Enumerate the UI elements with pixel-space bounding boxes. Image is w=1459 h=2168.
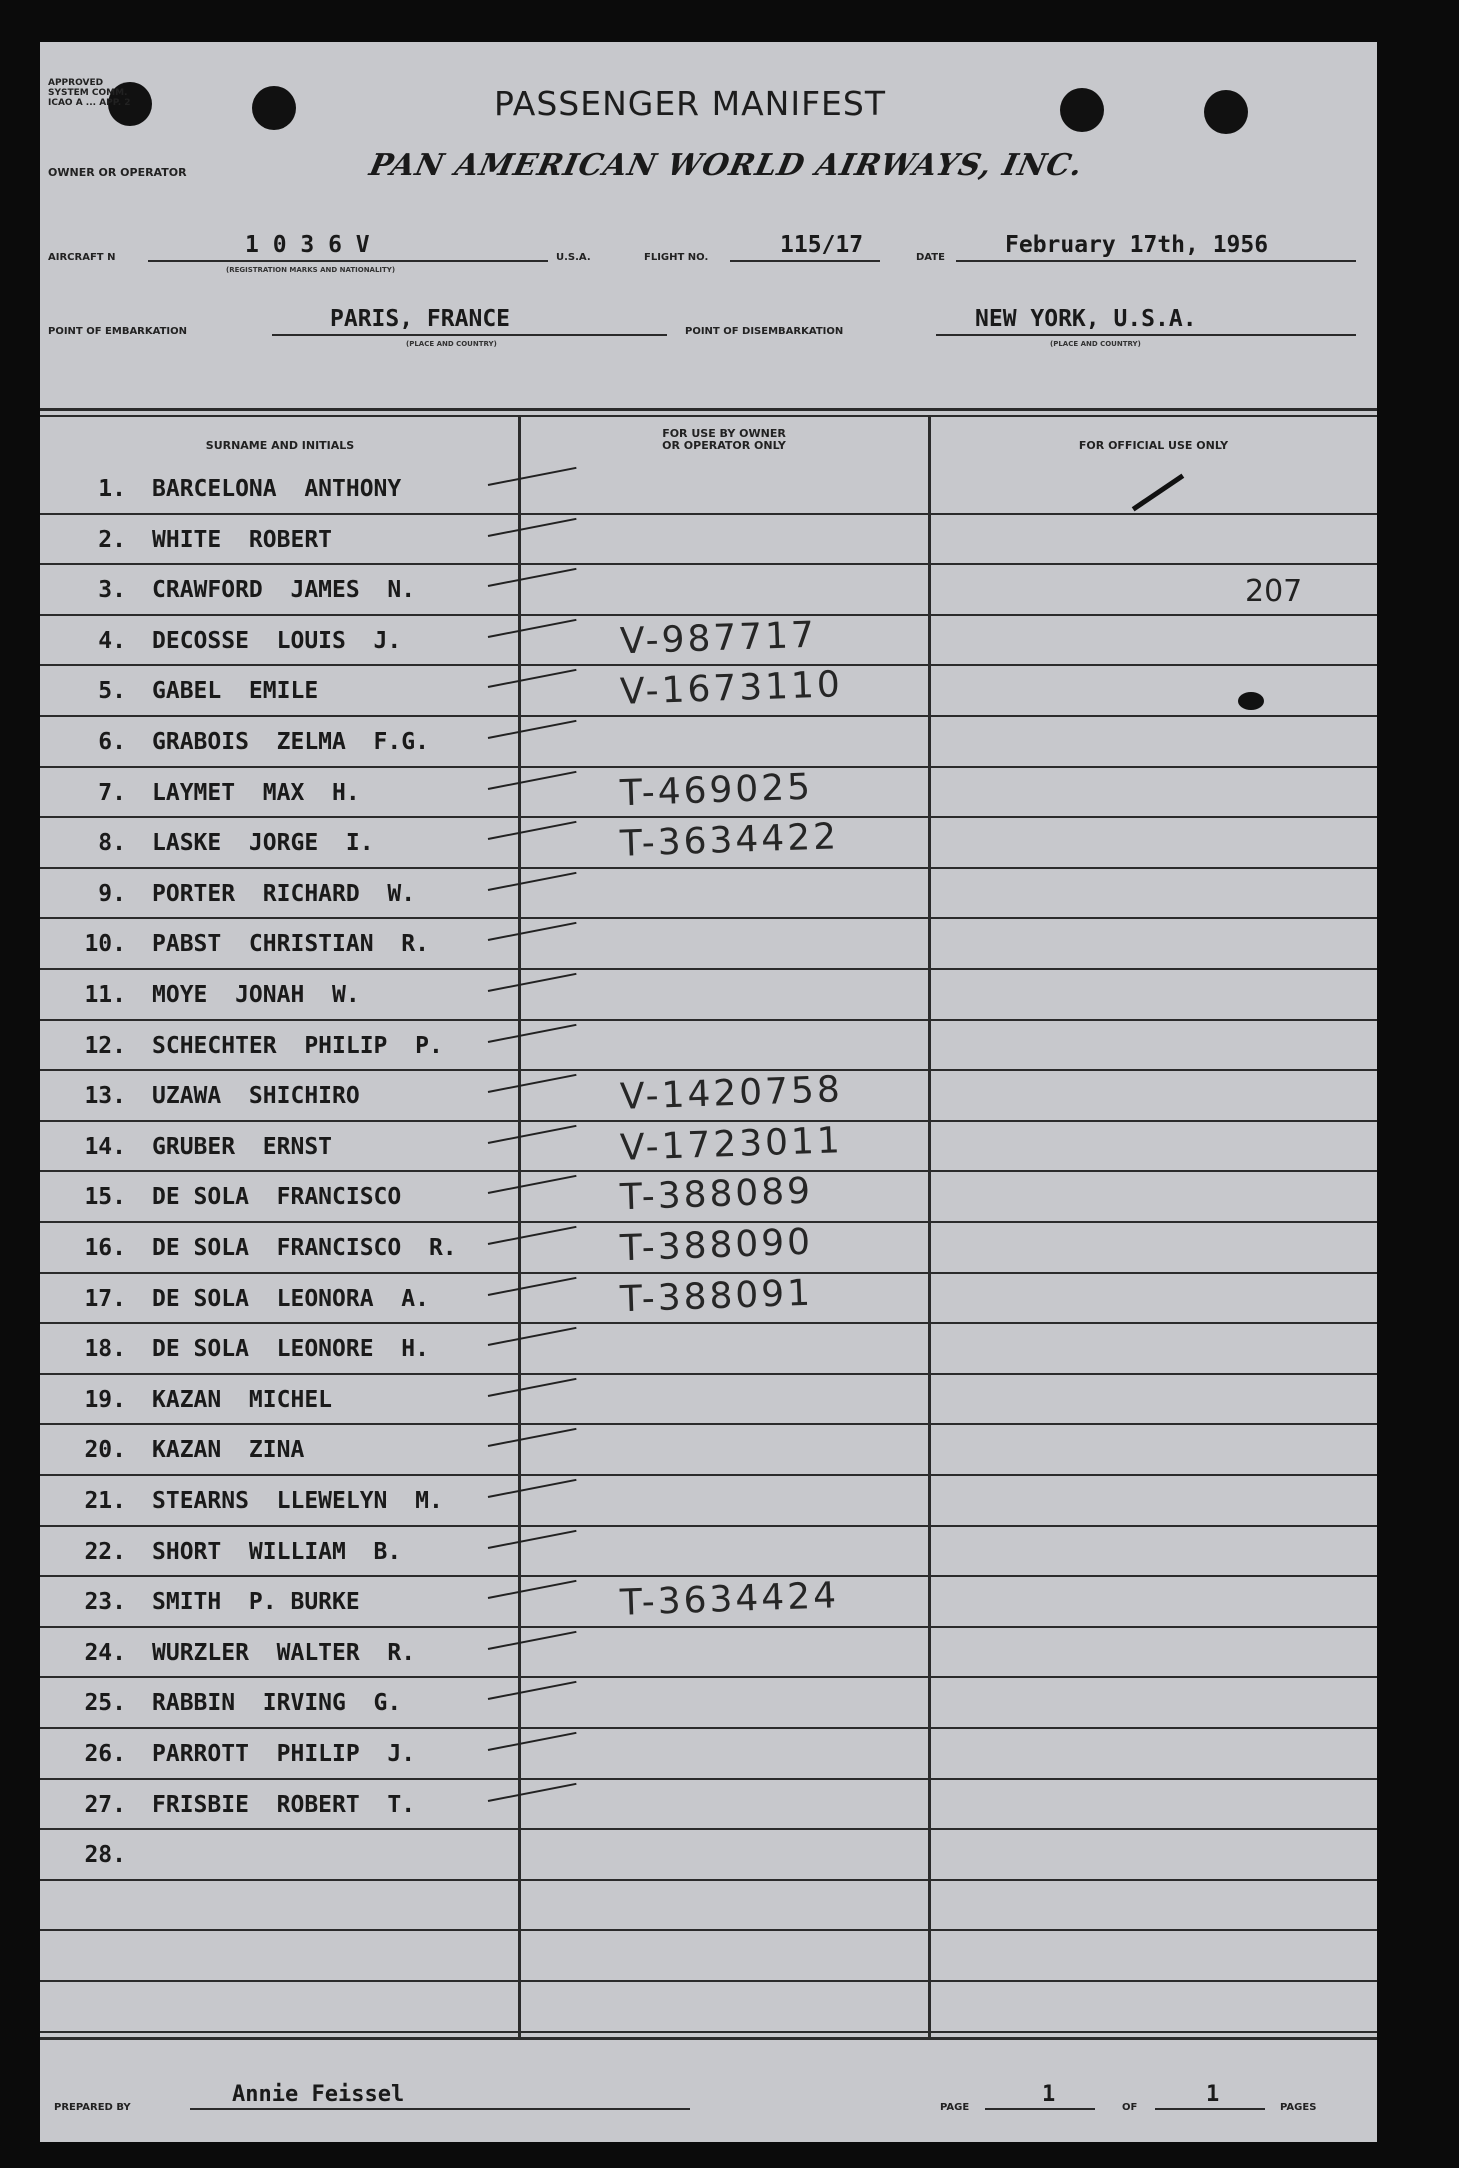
- row-number: 14.: [84, 1133, 126, 1160]
- owner-value: PAN AMERICAN WORLD AIRWAYS, INC.: [366, 148, 1087, 183]
- operator-note: T-469025: [619, 766, 814, 814]
- table-row: [40, 917, 1377, 967]
- passenger-name: SHORT WILLIAM B.: [152, 1538, 402, 1565]
- manifest-sheet: [40, 42, 1377, 2142]
- passenger-name: DE SOLA LEONORE H.: [152, 1336, 429, 1363]
- passenger-name: MOYE JONAH W.: [152, 982, 360, 1008]
- table-row: [40, 715, 1377, 765]
- date-value: February 17th, 1956: [1005, 232, 1269, 258]
- passenger-name: STEARNS LLEWELYN M.: [152, 1488, 443, 1514]
- row-number: 9.: [98, 880, 126, 907]
- date-label: DATE: [916, 252, 945, 263]
- operator-note: T-3634424: [619, 1575, 840, 1624]
- table-row: [40, 614, 1377, 664]
- table-row: [40, 1474, 1377, 1524]
- official-mark: 207: [1245, 574, 1303, 609]
- owner-use-column-header: FOR USE BY OWNER OR OPERATOR ONLY: [662, 427, 786, 452]
- operator-note: T-388090: [619, 1221, 814, 1270]
- passenger-name: DE SOLA FRANCISCO R.: [152, 1235, 457, 1261]
- row-number: 20.: [84, 1437, 126, 1464]
- punch-hole-icon: [252, 86, 296, 130]
- embarkation-sublabel: (PLACE AND COUNTRY): [406, 340, 497, 348]
- of-value: 1: [1206, 2082, 1220, 2107]
- passenger-name: DE SOLA FRANCISCO: [152, 1184, 402, 1211]
- operator-note: T-388091: [619, 1272, 814, 1320]
- table-row: [40, 513, 1377, 563]
- row-number: 4.: [98, 627, 126, 654]
- row-rule: [40, 1980, 1377, 1982]
- passenger-name: DECOSSE LOUIS J.: [152, 627, 402, 654]
- aircraft-sublabel: (REGISTRATION MARKS AND NATIONALITY): [226, 266, 396, 274]
- usa-label: U.S.A.: [556, 252, 591, 263]
- of-label: OF: [1122, 2102, 1138, 2113]
- approval-block: APPROVED SYSTEM COMM. ICAO A ... APP. 2: [48, 78, 131, 108]
- passenger-name: PORTER RICHARD W.: [152, 880, 416, 907]
- aircraft-value: 1 0 3 6 V: [245, 232, 370, 258]
- passenger-name: KAZAN ZINA: [152, 1437, 305, 1464]
- table-row: [40, 1423, 1377, 1473]
- aircraft-underline: [148, 260, 548, 262]
- table-row: [40, 1626, 1377, 1676]
- table-row: [40, 1120, 1377, 1170]
- row-number: 19.: [84, 1386, 126, 1413]
- passenger-name: GRABOIS ZELMA F.G.: [152, 729, 429, 755]
- row-number: 6.: [98, 729, 126, 755]
- row-number: 12.: [84, 1032, 126, 1059]
- table-row: [40, 1778, 1377, 1828]
- table-row: [40, 1069, 1377, 1119]
- passenger-name: PARROTT PHILIP J.: [152, 1741, 416, 1767]
- row-number: 17.: [84, 1285, 126, 1312]
- surname-column-header: SURNAME AND INITIALS: [205, 439, 355, 452]
- owner-label: OWNER OR OPERATOR: [48, 166, 187, 179]
- row-number: 3.: [98, 577, 126, 604]
- passenger-name: LAYMET MAX H.: [152, 779, 360, 806]
- table-row: [40, 1373, 1377, 1423]
- punch-hole-icon: [1060, 88, 1104, 132]
- disembarkation-underline: [936, 334, 1356, 336]
- passenger-name: KAZAN MICHEL: [152, 1386, 333, 1413]
- row-number: 10.: [84, 931, 126, 958]
- page-underline: [985, 2108, 1095, 2110]
- ink-blot-icon: [1238, 692, 1264, 710]
- passenger-name: CRAWFORD JAMES N.: [152, 577, 416, 604]
- row-number: 2.: [98, 526, 126, 553]
- row-number: 24.: [84, 1639, 126, 1666]
- row-rule: [40, 1929, 1377, 1931]
- passenger-name: LASKE JORGE I.: [152, 830, 374, 857]
- passenger-name: PABST CHRISTIAN R.: [152, 931, 429, 958]
- passenger-name: BARCELONA ANTHONY: [152, 476, 402, 502]
- date-underline: [956, 260, 1356, 262]
- embarkation-underline: [272, 334, 667, 336]
- row-number: 8.: [98, 830, 126, 857]
- passenger-name: GABEL EMILE: [152, 678, 319, 705]
- table-row: [40, 1828, 1377, 1878]
- flight-underline: [730, 260, 880, 262]
- table-row: [40, 968, 1377, 1018]
- table-row: [40, 664, 1377, 714]
- page-label: PAGE: [940, 2102, 970, 2113]
- page-value: 1: [1042, 2082, 1056, 2107]
- passenger-name: GRUBER ERNST: [152, 1133, 333, 1160]
- table-row: [40, 1272, 1377, 1322]
- table-row: [40, 1525, 1377, 1575]
- passenger-name: WURZLER WALTER R.: [152, 1639, 416, 1666]
- passenger-name: FRISBIE ROBERT T.: [152, 1791, 416, 1818]
- table-top-rule: [40, 408, 1377, 411]
- operator-note: T-3634422: [619, 816, 840, 865]
- table-row: [40, 816, 1377, 866]
- operator-note: T-388089: [619, 1171, 814, 1219]
- row-number: 16.: [84, 1235, 126, 1261]
- flight-value: 115/17: [780, 232, 864, 258]
- prepared-underline: [190, 2108, 690, 2110]
- row-number: 5.: [98, 678, 126, 705]
- row-rule: [40, 2031, 1377, 2033]
- passenger-name: DE SOLA LEONORA A.: [152, 1285, 429, 1312]
- row-rule: [40, 1879, 1377, 1881]
- row-number: 27.: [84, 1791, 126, 1818]
- official-use-column-header: FOR OFFICIAL USE ONLY: [1078, 439, 1229, 452]
- page-title: PASSENGER MANIFEST: [493, 84, 887, 123]
- row-number: 26.: [84, 1741, 126, 1767]
- row-number: 13.: [84, 1083, 126, 1110]
- table-row: [40, 563, 1377, 613]
- embarkation-value: PARIS, FRANCE: [330, 306, 511, 332]
- operator-note: V-1723011: [619, 1119, 844, 1169]
- prepared-by-label: PREPARED BY: [54, 2102, 131, 2113]
- row-number: 25.: [84, 1690, 126, 1717]
- row-number: 1.: [98, 476, 126, 502]
- row-number: 22.: [84, 1538, 126, 1565]
- row-number: 23.: [84, 1589, 126, 1616]
- table-row: [40, 1575, 1377, 1625]
- operator-note: V-1673110: [619, 664, 844, 714]
- table-row: [40, 1221, 1377, 1271]
- of-underline: [1155, 2108, 1265, 2110]
- table-row: [40, 1019, 1377, 1069]
- prepared-by-value: Annie Feissel: [232, 2082, 405, 2107]
- pages-label: PAGES: [1280, 2102, 1317, 2113]
- embarkation-label: POINT OF EMBARKATION: [48, 326, 188, 337]
- disembarkation-sublabel: (PLACE AND COUNTRY): [1050, 340, 1141, 348]
- row-number: 21.: [84, 1488, 126, 1514]
- punch-hole-icon: [1204, 90, 1248, 134]
- disembarkation-label: POINT OF DISEMBARKATION: [685, 326, 844, 337]
- table-row: [40, 462, 1377, 512]
- row-number: 18.: [84, 1336, 126, 1363]
- operator-note: V-987717: [619, 614, 818, 663]
- table-row: [40, 766, 1377, 816]
- row-number: 11.: [84, 982, 126, 1008]
- table-row: [40, 1727, 1377, 1777]
- passenger-name: UZAWA SHICHIRO: [152, 1083, 360, 1110]
- table-row: [40, 1322, 1377, 1372]
- passenger-name: WHITE ROBERT: [152, 526, 333, 553]
- table-row: [40, 867, 1377, 917]
- row-number: 15.: [84, 1184, 126, 1211]
- row-number: 28.: [84, 1842, 126, 1869]
- table-row: [40, 1170, 1377, 1220]
- passenger-name: SMITH P. BURKE: [152, 1589, 360, 1616]
- row-number: 7.: [98, 779, 126, 806]
- table-top-rule: [40, 415, 1377, 417]
- table-bottom-rule: [40, 2037, 1377, 2040]
- passenger-name: SCHECHTER PHILIP P.: [152, 1032, 443, 1059]
- disembarkation-value: NEW YORK, U.S.A.: [975, 306, 1197, 332]
- table-row: [40, 1676, 1377, 1726]
- flight-label: FLIGHT NO.: [644, 252, 709, 263]
- passenger-name: RABBIN IRVING G.: [152, 1690, 402, 1717]
- operator-note: V-1420758: [619, 1069, 844, 1119]
- aircraft-label: AIRCRAFT N: [48, 252, 116, 263]
